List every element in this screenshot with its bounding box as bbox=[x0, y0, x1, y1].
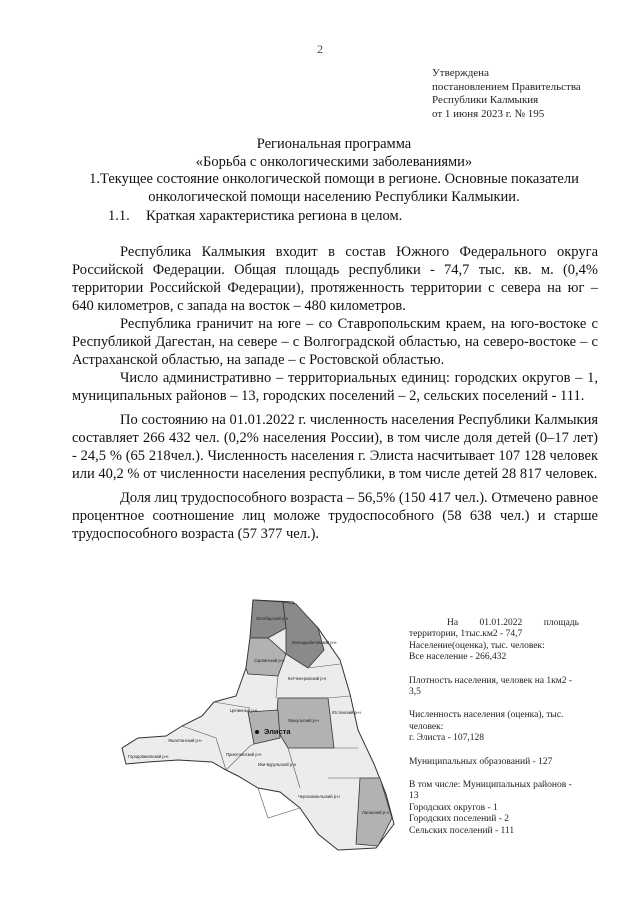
section-heading bbox=[108, 208, 402, 225]
body-text bbox=[72, 243, 598, 543]
approval-line: Республики Калмыкия bbox=[432, 94, 539, 106]
legend-line: Городских округов - 1 bbox=[409, 802, 498, 813]
approval-line: от 1 июня 2023 г. № 195 bbox=[432, 107, 545, 120]
approval-line: постановлением Правительства bbox=[432, 80, 581, 93]
district-label: Ики-Бурульский р-н bbox=[258, 762, 296, 767]
section-number: 1.1. bbox=[108, 208, 130, 224]
district-label: Лаганский р-н bbox=[362, 810, 389, 815]
legend-line: 13 bbox=[409, 791, 419, 802]
program-title: Региональная программа bbox=[256, 136, 412, 152]
approval-line: Утверждена bbox=[432, 67, 489, 79]
legend-line: Плотность населения, человек на 1км2 - bbox=[409, 675, 573, 686]
district-label: Приютненский р-н bbox=[226, 752, 262, 757]
district-label: Сарпинский р-н bbox=[254, 658, 285, 663]
paragraph: По состоянию на 01.01.2022 г. численность населения Республики Калмыкия составляет 266 432 чел. (0,2% населения России), в том числе доля детей (0–17 лет) - 24,5 % (65 218чел.). Численность населения г. Элиста насчитывает 107 128 человек или 40,2 % от численности населения республики, в том числе детей 28 817 человек. bbox=[72, 412, 598, 482]
district-label: Яшкульский р-н bbox=[288, 718, 319, 723]
capital-label: Элиста bbox=[264, 727, 291, 736]
map-district-medium bbox=[276, 698, 334, 748]
district-label: Кетченеровский р-н bbox=[288, 676, 327, 681]
legend-line: человек: bbox=[409, 721, 444, 732]
district-label: Юстинский р-н bbox=[332, 710, 361, 715]
legend-line: Все население - 266,432 bbox=[409, 652, 507, 663]
legend-line: Население(оценка), тыс. человек: bbox=[409, 640, 545, 651]
legend-line: Городских поселений - 2 bbox=[409, 814, 510, 825]
district-label: Малодербетовский р-н bbox=[292, 640, 337, 645]
legend-line bbox=[409, 618, 579, 629]
legend-text: 01.01.2022 bbox=[479, 618, 523, 628]
paragraph: Республика граничит на юге – со Ставропольским краем, на юго-востоке с Республикой Дагестан, на севере – с Волгоградской областью, на северо-востоке – с Астраханской областью, на западе – с Ростовской областью. bbox=[72, 316, 598, 368]
legend-line: Муниципальных образований - 127 bbox=[409, 756, 553, 767]
approval-block bbox=[432, 67, 581, 121]
legend-line: 3,5 bbox=[409, 687, 421, 698]
program-name: «Борьба с онкологическими заболеваниями» bbox=[195, 153, 473, 170]
paragraph: Доля лиц трудоспособного возраста – 56,5% (150 417 чел.). Отмечено равное процентное соотношение лиц моложе трудоспособного (58 638 чел.) и старше трудоспособного возраста (57 377 чел.). bbox=[72, 490, 598, 542]
district-label: Городовиковский р-н bbox=[128, 754, 169, 759]
district-label: Целинный р-н bbox=[230, 708, 258, 713]
section-title: Краткая характеристика региона в целом. bbox=[146, 208, 403, 224]
legend-line: г. Элиста - 107,128 bbox=[409, 733, 485, 744]
region-map bbox=[118, 598, 398, 856]
paragraph: Республика Калмыкия входит в состав Южного Федерального округа Российской Федерации. Общая площадь республики - 74,7 тыс. кв. м. (0,4% территории Российской Федерации), протяженность территории с севера на юг – 640 километров, с запада на восток – 480 километров. bbox=[72, 244, 598, 314]
capital-marker bbox=[255, 730, 259, 734]
district-label: Октябрьский р-н bbox=[256, 616, 289, 621]
legend-line: В том числе: Муниципальных районов - bbox=[409, 780, 572, 791]
district-label: Яшалтинский р-н bbox=[168, 738, 202, 743]
page-number: 2 bbox=[317, 42, 323, 56]
legend-text: На bbox=[447, 618, 459, 628]
paragraph: Число административно – территориальных единиц: городских округов – 1, муниципальных районов – 13, городских поселений – 2, сельских поселений - 111. bbox=[72, 370, 598, 404]
chapter-heading: онкологической помощи населению Республики Калмыкии. bbox=[148, 188, 520, 205]
legend-line: Численность населения (оценка), тыс. bbox=[409, 710, 564, 721]
legend-line: Сельских поселений - 111 bbox=[409, 825, 515, 836]
district-label: Черноземельский р-н bbox=[298, 794, 340, 799]
chapter-heading: 1.Текущее состояние онкологической помощи в регионе. Основные показатели bbox=[89, 171, 579, 187]
map-legend bbox=[409, 618, 579, 837]
document-title bbox=[60, 136, 608, 206]
legend-text: площадь bbox=[543, 618, 579, 628]
legend-line: территории, 1тыс.км2 - 74,7 bbox=[409, 629, 523, 640]
